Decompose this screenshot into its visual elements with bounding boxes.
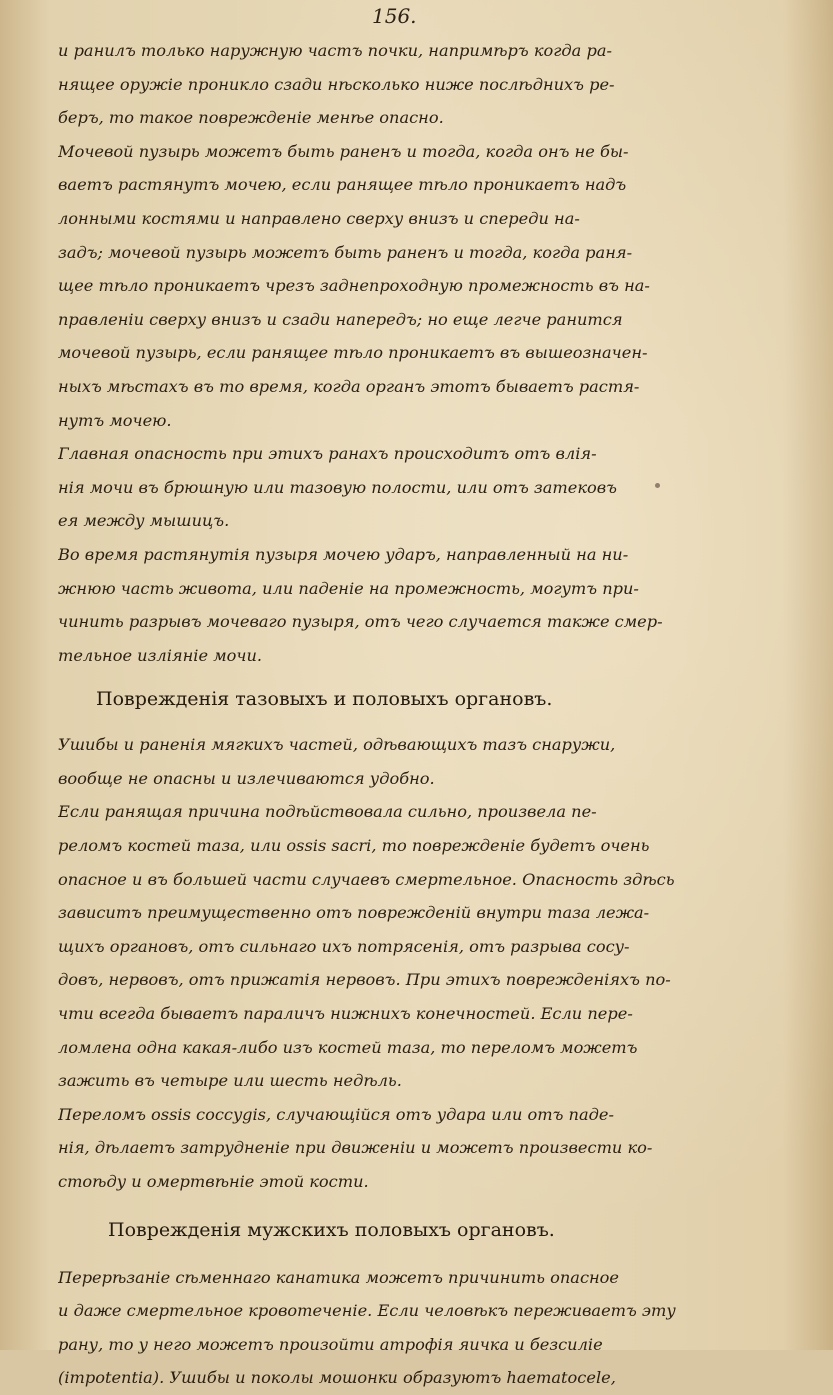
text-line: тельное изліяніе мочи. (58, 645, 263, 665)
text-line: Главная опасность при этихъ ранахъ происходитъ отъ влія- (58, 444, 597, 464)
text-line: стоѣду и омертвѣніе этой кости. (58, 1172, 369, 1191)
text-line: ныхъ мѣстахъ въ то время, когда органъ этотъ бываетъ растя- (58, 376, 640, 396)
section-heading: Поврежденія тазовыхъ и половыхъ органовъ. (96, 688, 553, 711)
text-line: Ушибы и раненія мягкихъ частей, одѣвающихъ тазъ снаружи, (58, 735, 616, 755)
paragraph-main-danger (58, 437, 778, 538)
text-line: зависитъ преимущественно отъ поврежденій внутри таза лежа- (58, 903, 650, 923)
paragraph-pelvic-fracture (58, 795, 778, 1097)
text-line: нящее оружіе проникло сзади нѣсколько ниже послѣднихъ ре- (58, 74, 615, 94)
text-line: довъ, нервовъ, отъ прижатія нервовъ. При этихъ поврежденіяхъ по- (58, 970, 671, 990)
text-line: чинить разрывъ мочеваго пузыря, отъ чего случается также смер- (58, 612, 663, 632)
text-line: мочевой пузырь, если ранящее тѣло проникаетъ въ вышеозначен- (58, 343, 648, 363)
paragraph-coccyx (58, 1098, 778, 1199)
section-heading: Поврежденія мужскихъ половыхъ органовъ. (108, 1218, 555, 1241)
text-line: правленіи сверху внизъ и сзади напередъ; но еще легче ранится (58, 309, 623, 329)
text-line: щее тѣло проникаетъ чрезъ заднепроходную промежность въ на- (58, 276, 650, 296)
text-line: рану, то у него можетъ произойти атрофія яичка и безсиліе (58, 1334, 603, 1354)
paragraph-soft-tissue (58, 728, 778, 795)
text-line: лонными костями и направлено сверху внизъ и спереди на- (58, 208, 580, 228)
text-line: (impotentia). Ушибы и поколы мошонки образуютъ haematocele, (58, 1368, 616, 1388)
text-line: Во время растянутія пузыря мочею ударъ, направленный на ни- (58, 544, 629, 564)
text-line: нія мочи въ брюшную или тазовую полости, или отъ затековъ (58, 477, 617, 497)
text-line: нутъ мочею. (58, 410, 172, 430)
paragraph-bladder-rupture (58, 538, 778, 672)
paragraph-spermatic-cord (58, 1261, 778, 1395)
page-text (58, 34, 778, 1395)
text-line: жнюю часть живота, или паденіе на промежность, могутъ при- (58, 578, 639, 598)
paragraph-kidney-end (58, 34, 778, 135)
text-line: ломлена одна какая-либо изъ костей таза, то переломъ можетъ (58, 1037, 638, 1057)
paragraph-bladder-wound (58, 135, 778, 437)
text-line: зажить въ четыре или шесть недѣль. (58, 1071, 402, 1091)
text-line: ваетъ растянутъ мочею, если ранящее тѣло проникаетъ надъ (58, 175, 627, 195)
text-line: вообще не опасны и излечиваются удобно. (58, 768, 435, 788)
text-line: реломъ костей таза, или ossis sacri, то поврежденіе будетъ очень (58, 836, 650, 856)
text-line: и даже смертельное кровотеченіе. Если человѣкъ переживаетъ эту (58, 1301, 676, 1321)
text-line: щихъ органовъ, отъ сильнаго ихъ потрясенія, отъ разрыва сосу- (58, 936, 630, 956)
text-line: нія, дѣлаетъ затрудненіе при движеніи и можетъ произвести ко- (58, 1138, 653, 1158)
text-line: Мочевой пузырь можетъ быть раненъ и тогда, когда онъ не бы- (58, 141, 629, 161)
text-line: опасное и въ большей части случаевъ смертельное. Опасность здѣсь (58, 869, 675, 889)
text-line: задъ; мочевой пузырь можетъ быть раненъ и тогда, когда раня- (58, 242, 633, 262)
text-line: Перерѣзаніе сѣменнаго канатика можетъ причинить опасное (58, 1267, 620, 1287)
text-line: и ранилъ только наружную частъ почки, напримѣръ когда ра- (58, 41, 612, 60)
page-number: 156. (372, 4, 417, 28)
text-line: беръ, то такое поврежденіе менѣе опасно. (58, 108, 444, 128)
text-line: ея между мышицъ. (58, 511, 230, 531)
text-line: чти всегда бываетъ параличъ нижнихъ конечностей. Если пере- (58, 1004, 633, 1024)
text-line: Переломъ ossis coccygis, случающійся отъ удара или отъ паде- (58, 1104, 614, 1124)
text-line: Если ранящая причина подѣйствовала сильно, произвела пе- (58, 802, 597, 822)
